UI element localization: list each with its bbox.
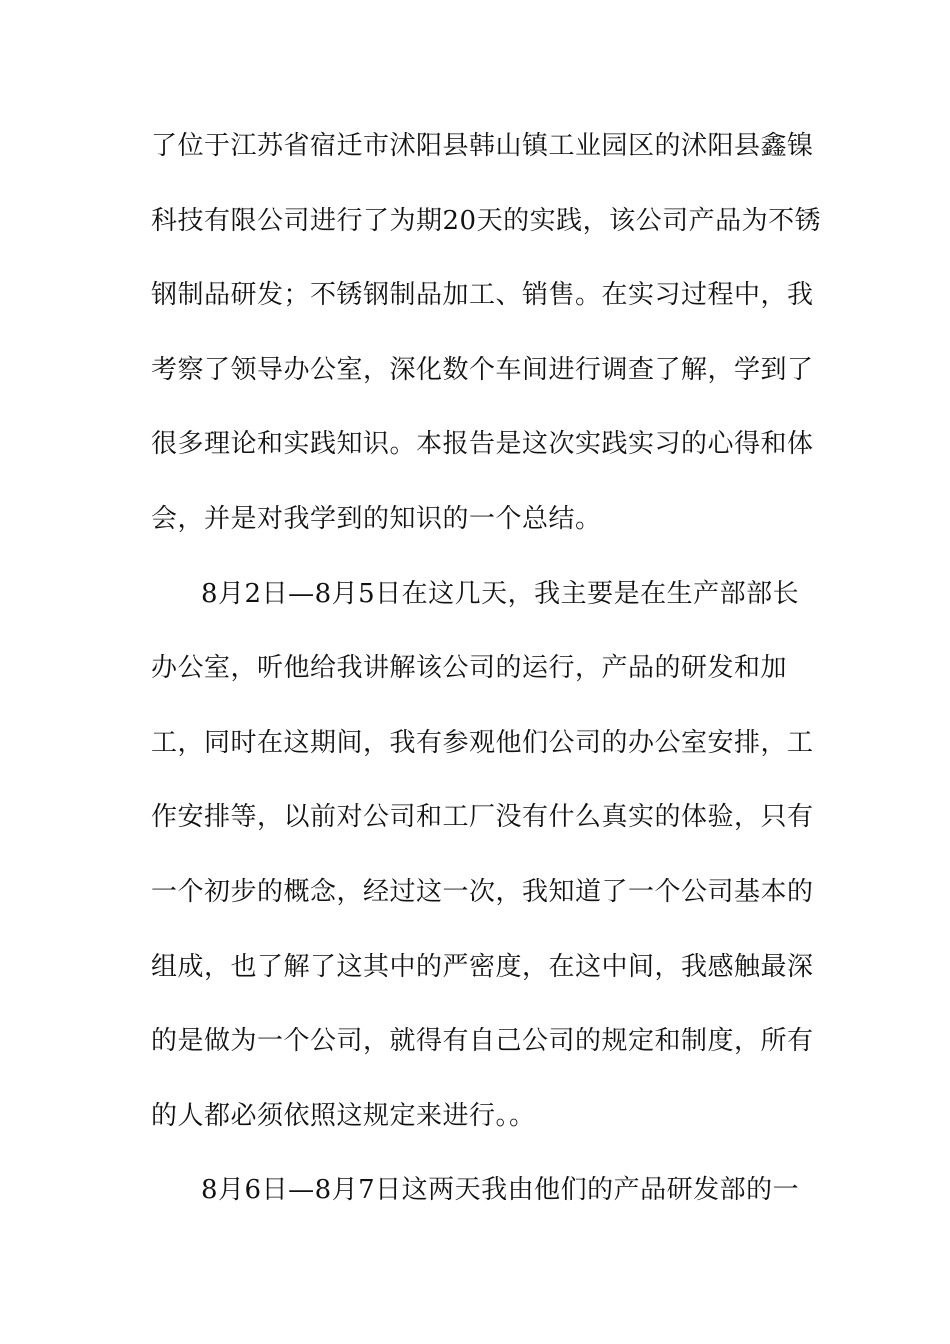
text-line: 了位于江苏省宿迁市沭阳县韩山镇工业园区的沭阳县鑫镍 [151,131,814,161]
paragraph-start-line: 8月6日—8月7日这两天我由他们的产品研发部的一 [201,1175,800,1206]
body-text [151,126,822,1245]
text-line: 会，并是对我学到的知识的一个总结。 [151,503,602,534]
text-line: 很多理论和实践知识。本报告是这次实践实习的心得和体 [151,429,814,460]
text-line: 一个初步的概念，经过这一次，我知道了一个公司基本的 [151,876,814,907]
text-line: 考察了领导办公室，深化数个车间进行调查了解，学到了 [151,354,814,385]
text-line: 钢制品研发；不锈钢制品加工、销售。在实习过程中，我 [151,280,814,311]
text-line: 的人都必须依照这规定来进行。。 [151,1100,536,1131]
text-line: 办公室，听他给我讲解该公司的运行，产品的研发和加 [151,653,788,684]
paragraph-start-line: 8月2日—8月5日在这几天，我主要是在生产部部长 [201,578,800,609]
text-line: 作安排等，以前对公司和工厂没有什么真实的体验，只有 [151,802,814,833]
text-line: 组成，也了解了这其中的严密度，在这中间，我感触最深 [151,951,814,982]
text-line: 工，同时在这期间，我有参观他们公司的办公室安排，工 [151,727,814,758]
text-line: 的是做为一个公司，就得有自己公司的规定和制度，所有 [151,1026,814,1057]
text-line: 科技有限公司进行了为期20天的实践，该公司产品为不锈 [151,205,822,236]
